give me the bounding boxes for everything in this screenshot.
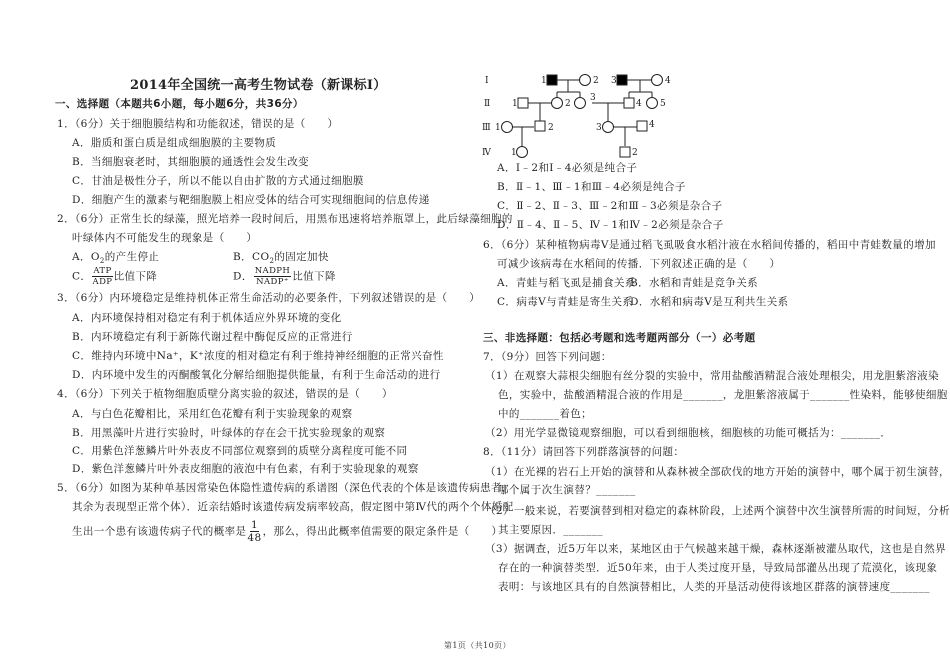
q4-option-b: B．用黑藻叶片进行实验时，叶绿体的存在会干扰实验现象的观察 (72, 427, 386, 439)
option-text: 比值下降 (113, 270, 158, 283)
section-heading-nonchoice: 三、非选择题：包括必考题和选考题两部分（一）必考题 (483, 332, 756, 344)
label-iv1: 1 (511, 148, 517, 158)
label-iii3: 3 (596, 123, 602, 133)
q3-option-b: B．内环境稳定有利于新陈代谢过程中酶促反应的正常进行 (72, 331, 353, 343)
pedigree-affected-male-i3 (617, 75, 627, 85)
option-text: 比值下降 (292, 270, 336, 283)
denominator: NADP⁺ (256, 277, 289, 287)
page-title: 2014年全国统一高考生物试卷（新课标Ⅰ） (130, 78, 387, 93)
q3-option-c: C．维持内环境中Na⁺，K⁺浓度的相对稳定有利于维持神经细胞的正常兴奋性 (72, 350, 444, 362)
label-i4: 4 (665, 76, 671, 86)
label-ii2: 2 (565, 99, 571, 109)
pedigree-male-iv2 (620, 147, 630, 157)
q8-line-4: 其主要原因．_______ (498, 524, 603, 536)
question-2-stem-cont: 叶绿体内不可能发生的现象是（ ） (72, 232, 258, 244)
generation-label-iv: Ⅳ (482, 148, 491, 158)
option-text: 的固定加快 (274, 251, 329, 263)
question-5-stem-cont2 (72, 519, 502, 544)
subscript: 2 (269, 257, 275, 266)
q1-option-d: D．细胞产生的激素与靶细胞膜上相应受体的结合可实现细胞间的信息传递 (72, 194, 430, 206)
option-label: C． (72, 270, 92, 283)
q4-option-a: A．与白色花瓣相比，采用红色花瓣有利于实验现象的观察 (72, 408, 353, 420)
numerator: 1 (250, 519, 259, 531)
label-ii1: 1 (512, 99, 518, 109)
q3-option-a: A．内环境保持相对稳定有利于机体适应外界环境的变化 (72, 312, 342, 324)
option-label: D． (233, 270, 253, 283)
question-6-stem: 6．（6分）某种植物病毒V是通过稻飞虱吸食水稻汁液在水稻间传播的，稻田中青蛙数量的增加 (483, 239, 936, 251)
q4-option-c: C．用紫色洋葱鳞片叶外表皮不同部位观察到的质壁分离程度可能不同 (72, 445, 408, 457)
section-heading-choice: 一、选择题（本题共6小题，每小题6分，共36分） (55, 98, 304, 110)
q6-option-d: D．水稻和病毒V是互利共生关系 (630, 296, 789, 308)
label-ii5: 5 (660, 99, 666, 109)
q5-option-a: A．Ⅰ﹣2和Ⅰ﹣4必须是纯合子 (497, 162, 638, 174)
q2-option-c (72, 266, 157, 287)
q4-option-d: D．紫色洋葱鳞片叶外表皮细胞的液泡中有色素，有利于实验现象的观察 (72, 463, 419, 475)
label-i2: 2 (593, 76, 599, 86)
pedigree-female-ii5 (647, 98, 658, 109)
option-label: A． (72, 251, 91, 263)
option-text: 的产生停止 (104, 251, 160, 263)
q7-line-4: （2）用光学显微镜观察细胞，可以看到细胞核，细胞核的功能可概括为：_______． (485, 427, 892, 439)
pedigree-male-ii4 (624, 98, 634, 108)
generation-label-ii: Ⅱ (484, 99, 491, 109)
label-i3: 3 (611, 76, 617, 86)
q1-option-b: B．当细胞衰老时，其细胞膜的通透性会发生改变 (72, 156, 310, 168)
question-6-stem-cont: 可减少该病毒在水稻间的传播．下列叙述正确的是（ ） (497, 258, 781, 270)
option-label: B． (233, 251, 253, 263)
numerator: NADPH (254, 266, 291, 276)
fraction (254, 266, 292, 287)
question-8-stem: 8．（11分）请回答下列群落演替的问题： (483, 446, 685, 458)
q6-option-b: B．水稻和青蛙是竞争关系 (630, 277, 759, 289)
label-ii3: 3 (590, 93, 596, 103)
label-i1: 1 (541, 76, 547, 86)
pedigree-female-ii2 (552, 98, 563, 109)
denominator: ADP (92, 277, 113, 287)
q1-option-a: A．脂质和蛋白质是组成细胞膜的主要物质 (72, 137, 277, 149)
label-iv2: 2 (632, 148, 638, 158)
q3-option-d: D．内环境中发生的丙酮酸氧化分解给细胞提供能量，有利于生命活动的进行 (72, 369, 441, 381)
formula: CO (252, 251, 270, 263)
subscript: 2 (99, 257, 105, 266)
label-ii4: 4 (636, 99, 642, 109)
denominator: 48 (247, 532, 262, 544)
question-2-stem: 2．（6分）正常生长的绿藻，照光培养一段时间后，用黑布迅速将培养瓶罩上，此后绿藻细胞的 (57, 213, 513, 225)
q7-line-3: 中的_______着色； (498, 408, 593, 420)
q7-line-2: 色，实验中，盐酸酒精混合液的作用是_______，龙胆紫溶液属于_______性染料，能够使细胞 (498, 389, 948, 401)
q8-line-3: （2）一般来说，若要演替到相对稳定的森林阶段，上述两个演替中次生演替所需的时间短，分析 (485, 505, 950, 517)
question-5-stem: 5．（6分）如图为某种单基因常染色体隐性遗传病的系谱图（深色代表的个体是该遗传病患者， (57, 482, 513, 494)
q5-option-c: C．Ⅱ﹣2、Ⅱ﹣3、Ⅲ﹣2和Ⅲ﹣3必须是杂合子 (497, 200, 723, 212)
pedigree-chart (475, 65, 705, 165)
q6-option-a: A．青蛙与稻飞虱是捕食关系 (497, 277, 636, 289)
label-iii2: 2 (548, 123, 554, 133)
q8-line-6: 存在的一种演替类型．近50年来，由于人类过度开垦，导致局部灌丛出现了荒漠化，该现象 (498, 562, 938, 574)
pedigree-female-ii3 (575, 98, 586, 109)
pedigree-female-iv1 (517, 147, 528, 158)
q8-line-2: 哪个属于次生演替？_______ (498, 484, 636, 496)
pedigree-male-ii1 (518, 98, 528, 108)
pedigree-female-iii3 (603, 122, 614, 133)
q5-option-d: D．Ⅱ﹣4、Ⅱ﹣5、Ⅳ﹣1和Ⅳ﹣2必须是杂合子 (497, 219, 724, 231)
q5-option-b: B．Ⅱ﹣1、Ⅲ﹣1和Ⅲ﹣4必须是纯合子 (497, 181, 686, 193)
stem-text: ，那么，得出此概率值需要的限定条件是（ ） (262, 525, 503, 538)
q8-line-5: （3）据调查，近5万年以来，某地区由于气候越来越干燥，森林逐渐被灌丛取代，这也是自然界 (485, 543, 947, 555)
pedigree-female-iii1 (502, 122, 513, 133)
formula: O (90, 251, 100, 263)
pedigree-male-iii4 (637, 121, 647, 131)
generation-label-i: Ⅰ (485, 76, 489, 86)
q2-option-d (233, 266, 336, 287)
q1-option-c: C．甘油是极性分子，所以不能以自由扩散的方式通过细胞膜 (72, 175, 364, 187)
question-3-stem: 3．（6分）内环境稳定是维持机体正常生命活动的必要条件，下列叙述错误的是（ ） (57, 292, 481, 304)
question-4-stem: 4．（6分）下列关于植物细胞质壁分离实验的叙述，错误的是（ ） (57, 388, 393, 400)
q6-option-c: C．病毒V与青蛙是寄生关系 (497, 296, 634, 308)
q8-line-1: （1）在光裸的岩石上开始的演替和从森林被全部砍伐的地方开始的演替中，哪个属于初生演替， (485, 466, 950, 478)
q8-line-7: 表明：与该地区具有的自然演替相比，人类的开垦活动使得该地区群落的演替速度_______ (498, 581, 930, 593)
question-1-stem: 1．（6分）关于细胞膜结构和功能叙述，错误的是（ ） (57, 118, 339, 130)
generation-label-iii: Ⅲ (482, 123, 491, 133)
fraction (92, 266, 112, 287)
pedigree-male-iii2 (535, 121, 545, 131)
label-iii1: 1 (495, 123, 501, 133)
numerator: ATP (93, 266, 112, 276)
q7-line-1: （1）在观察大蒜根尖细胞有丝分裂的实验中，常用盐酸酒精混合液处理根尖，用龙胆紫溶液染 (485, 370, 939, 382)
question-5-stem-cont: 其余为表现型正常个体）．近亲结婚时该遗传病发病率较高，假定图中第Ⅳ代的两个个体婚配 (72, 501, 514, 513)
pedigree-female-i2 (580, 75, 591, 86)
pedigree-female-i4 (652, 75, 663, 86)
page-footer: 第1页（共10页） (444, 641, 511, 650)
question-7-stem: 7．（9分）回答下列问题： (483, 351, 612, 363)
probability-fraction (247, 519, 261, 544)
label-iii4: 4 (649, 120, 655, 130)
pedigree-affected-male-i1 (547, 75, 557, 85)
stem-text: 生出一个患有该遗传病子代的概率是 (72, 525, 247, 538)
